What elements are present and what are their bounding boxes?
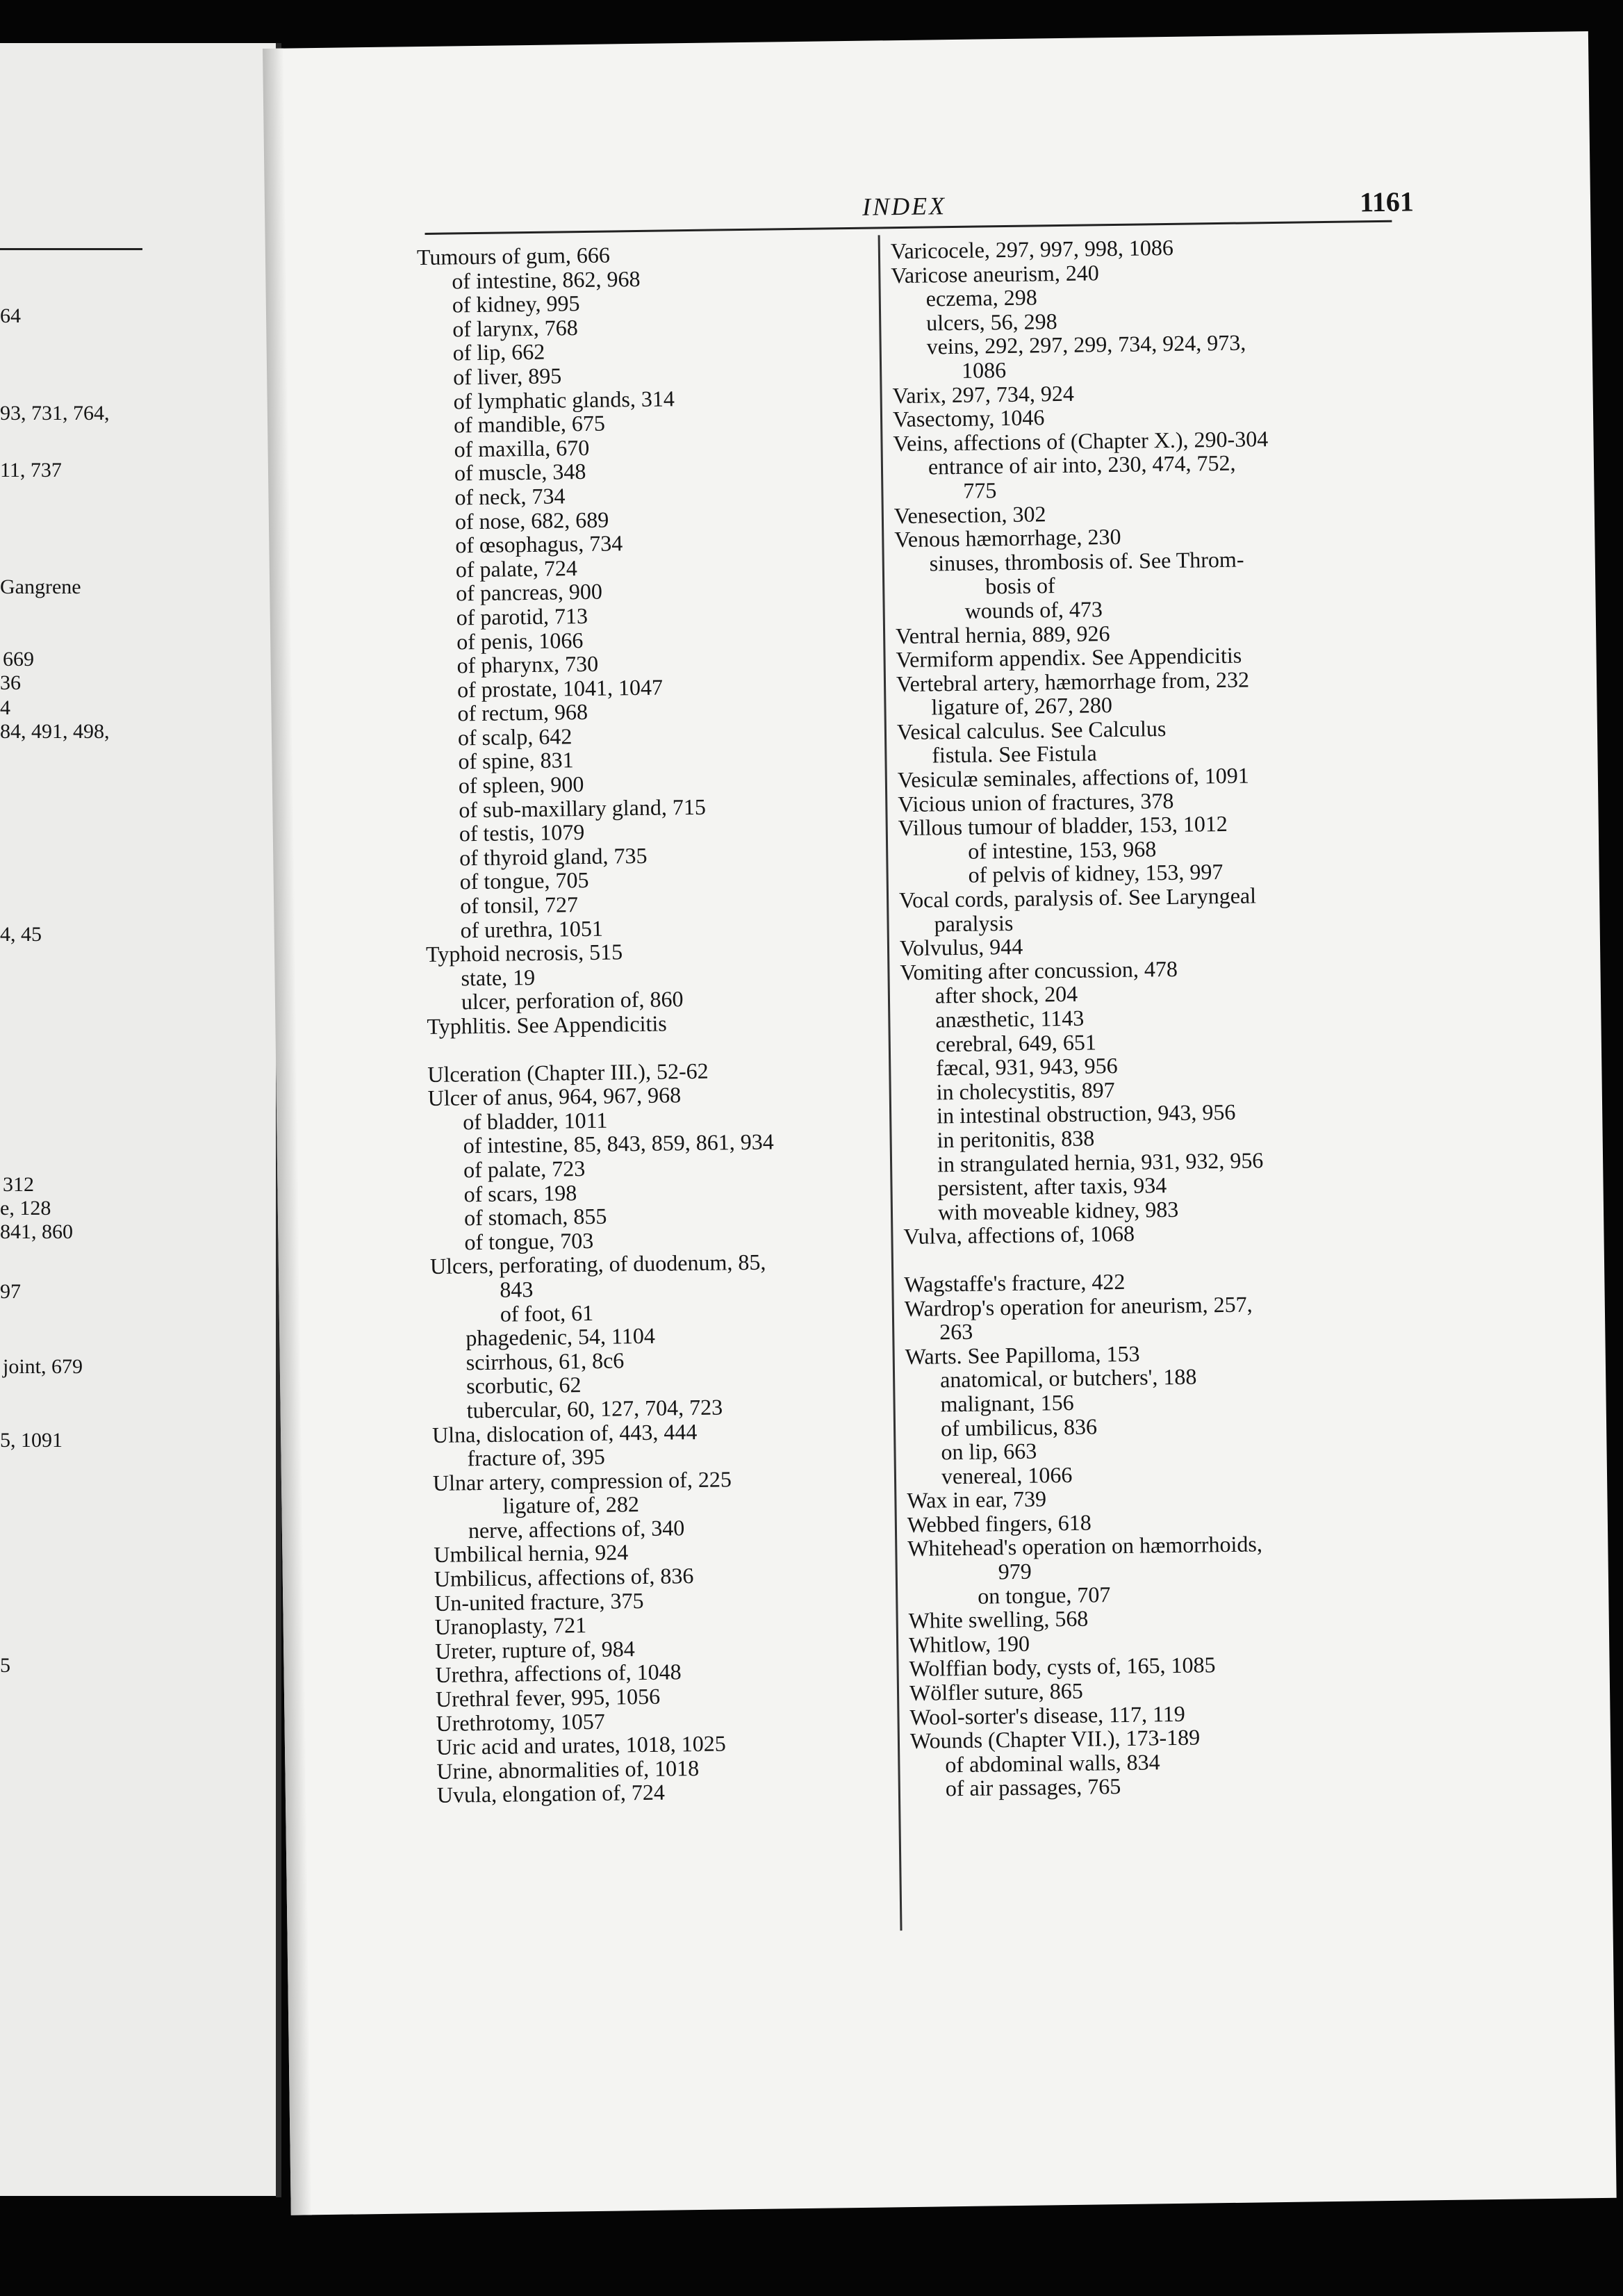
right-page [263,31,1617,2215]
index-subentry: cerebral, 649, 651 [935,1029,1097,1057]
left-page-fragment: Gangrene [0,575,81,598]
index-entry: Vocal cords, paralysis of. See Laryngeal [898,883,1257,913]
index-column-right [891,233,1411,1801]
index-subentry: of tongue, 705 [459,867,589,894]
index-entry: Ulnar artery, compression of, 225 [432,1466,732,1495]
left-page-fragment: 312 [3,1173,34,1196]
index-subentry: of liver, 895 [452,363,562,390]
index-entry: Vertebral artery, hæmorrhage from, 232 [896,666,1250,696]
index-subentry: 843 [500,1276,534,1302]
index-subentry: of prostate, 1041, 1047 [456,674,664,703]
index-subentry: of testis, 1079 [459,819,585,846]
index-subentry: of foot, 61 [500,1299,594,1327]
index-subentry: anæsthetic, 1143 [935,1005,1085,1033]
index-column-left [417,240,882,1807]
index-subentry: of stomach, 855 [463,1203,607,1231]
left-page-fragment: 841, 860 [0,1220,73,1243]
left-page-fragment: 5 [0,1654,10,1677]
index-subentry: of palate, 723 [463,1156,586,1183]
index-entry: Whitehead's operation on hæmorrhoids, [907,1531,1263,1561]
index-entry: Vasectomy, 1046 [892,404,1045,432]
index-subentry: of spleen, 900 [458,771,584,798]
index-subentry: of mandible, 675 [453,410,606,438]
index-subentry: of neck, 734 [454,483,566,510]
left-page-fragment: 84, 491, 498, [0,720,110,743]
index-subentry: of œsophagus, 734 [455,530,623,558]
index-subentry: of scars, 198 [463,1179,577,1206]
index-subentry: scorbutic, 62 [466,1372,582,1399]
index-entry: Vesiculæ seminales, affections of, 1091 [897,762,1250,793]
index-subentry: tubercular, 60, 127, 704, 723 [466,1394,723,1423]
index-entry: Vermiform appendix. See Appendicitis [896,642,1242,673]
index-subentry: of pelvis of kidney, 153, 997 [968,859,1224,888]
index-subentry: malignant, 156 [940,1389,1074,1417]
index-subentry: 263 [939,1318,973,1345]
index-entry: Uranoplasty, 721 [434,1612,587,1640]
index-subentry: of rectum, 968 [457,699,588,726]
index-subentry: of muscle, 348 [454,459,586,486]
left-page-fragment: 36 [0,671,21,694]
index-subentry: veins, 292, 297, 299, 734, 924, 973, [926,329,1246,359]
index-entry: Volvulus, 944 [899,934,1023,961]
index-subentry: eczema, 298 [925,284,1037,311]
index-subentry: of air passages, 765 [945,1773,1121,1801]
index-subentry: in intestinal obstruction, 943, 956 [936,1099,1236,1129]
left-page-fragment: e, 128 [0,1197,51,1220]
left-page-fragment: joint, 679 [3,1355,83,1378]
index-entry: Uric acid and urates, 1018, 1025 [436,1730,726,1760]
index-entry: Ulcers, perforating, of duodenum, 85, [429,1249,766,1279]
index-entry: Un-united fracture, 375 [434,1587,644,1616]
index-entry: Urethral fever, 995, 1056 [435,1683,661,1712]
index-subentry: anatomical, or butchers', 188 [939,1363,1197,1393]
index-subentry: of pharynx, 730 [456,650,599,678]
index-subentry: of intestine, 153, 968 [967,836,1157,864]
index-subentry: bosis of [984,573,1055,599]
index-entry: Wounds (Chapter VII.), 173-189 [909,1724,1201,1754]
index-entry: Ventral hernia, 889, 926 [895,620,1110,648]
left-page-rule [0,248,142,250]
index-subentry: of nose, 682, 689 [454,507,609,534]
index-subentry: of urethra, 1051 [460,915,604,943]
index-entry: Vulva, affections of, 1068 [903,1221,1135,1249]
index-entry: Ureter, rupture of, 984 [434,1636,635,1664]
index-subentry: ligature of, 282 [502,1491,640,1518]
index-entry: Venesection, 302 [893,500,1046,528]
index-subentry: in peritonitis, 838 [937,1125,1095,1153]
index-subentry: ulcer, perforation of, 860 [461,986,684,1015]
index-entry: Typhoid necrosis, 515 [425,939,623,967]
index-subentry: of abdominal walls, 834 [945,1749,1160,1778]
index-subentry: sinuses, thrombosis of. See Throm- [929,546,1244,576]
index-subentry: phagedenic, 54, 1104 [466,1322,656,1351]
index-entry: Varix, 297, 734, 924 [892,380,1075,408]
index-subentry: of kidney, 995 [452,290,580,318]
left-page-fragment: 4, 45 [0,923,42,946]
index-subentry: of umbilicus, 836 [940,1413,1098,1441]
index-entry: Wax in ear, 739 [907,1486,1047,1514]
index-subentry: of parotid, 713 [456,602,588,630]
index-entry: Ulcer of anus, 964, 967, 968 [427,1082,682,1111]
index-subentry: of scalp, 642 [457,723,572,751]
index-entry: Typhlitis. See Appendicitis [427,1010,667,1040]
index-subentry: with moveable kidney, 983 [937,1196,1179,1225]
index-entry: Varicocele, 297, 997, 998, 1086 [890,234,1174,264]
index-entry: Wardrop's operation for aneurism, 257, [904,1291,1253,1321]
index-subentry: fracture of, 395 [467,1443,605,1471]
index-entry: Umbilical hernia, 924 [434,1539,629,1568]
index-entry: Urine, abnormalities of, 1018 [436,1755,700,1784]
index-entry: Varicose aneurism, 240 [891,259,1100,288]
index-entry: Wölfler suture, 865 [909,1678,1083,1706]
index-subentry: of tongue, 703 [464,1227,594,1255]
index-entry: Uvula, elongation of, 724 [436,1780,666,1808]
index-entry: Vomiting after concussion, 478 [900,956,1178,985]
index-entry: Urethra, affections of, 1048 [435,1659,682,1688]
left-page-fragment: 64 [0,304,21,327]
index-entry: Ulceration (Chapter III.), 52-62 [427,1058,709,1087]
index-subentry: 775 [963,477,997,503]
index-subentry: 1086 [961,357,1007,383]
left-page-fragment: 93, 731, 764, [0,402,110,425]
index-entry: Wool-sorter's disease, 117, 119 [909,1700,1186,1730]
index-entry: Venous hæmorrhage, 230 [894,524,1121,552]
index-subentry: of lip, 662 [452,339,545,366]
index-entry: Tumours of gum, 666 [416,242,611,270]
index-subentry: scirrhous, 61, 8c6 [466,1347,625,1375]
index-subentry: persistent, after taxis, 934 [937,1172,1167,1201]
index-entry: Webbed fingers, 618 [907,1509,1091,1537]
index-entry: Vesical calculus. See Calculus [896,715,1167,745]
index-subentry: venereal, 1066 [941,1461,1073,1489]
index-subentry: wounds of, 473 [964,596,1103,623]
index-entry: Villous tumour of bladder, 153, 1012 [898,811,1228,841]
index-entry: Urethrotomy, 1057 [436,1708,605,1736]
index-subentry: of intestine, 862, 968 [452,265,641,294]
index-entry: Veins, affections of (Chapter X.), 290-304 [893,425,1269,456]
index-subentry: of pancreas, 900 [456,578,603,606]
index-entry: Ulna, dislocation of, 443, 444 [431,1418,698,1448]
header-rule [425,220,1392,235]
index-subentry: nerve, affections of, 340 [468,1515,685,1543]
index-subentry: entrance of air into, 230, 474, 752, [928,450,1236,479]
index-entry: Whitlow, 190 [908,1630,1030,1657]
index-entry: White swelling, 568 [908,1605,1089,1634]
index-subentry: on tongue, 707 [977,1581,1111,1609]
index-subentry: of larynx, 768 [452,314,578,342]
index-subentry: fæcal, 931, 943, 956 [936,1053,1118,1081]
left-page-fragment: 669 [3,648,34,671]
index-subentry: ulcers, 56, 298 [926,308,1057,336]
index-entry: Wagstaffe's fracture, 422 [904,1268,1126,1297]
index-subentry: of spine, 831 [458,747,574,774]
index-subentry: of intestine, 85, 843, 859, 861, 934 [463,1129,774,1158]
index-subentry: on lip, 663 [941,1438,1037,1465]
index-subentry: of palate, 724 [455,555,578,582]
index-subentry: of maxilla, 670 [454,434,590,462]
index-subentry: of penis, 1066 [456,627,584,654]
index-subentry: of bladder, 1011 [463,1107,608,1135]
index-subentry: state, 19 [461,964,536,991]
left-page-fragment: 5, 1091 [0,1429,63,1452]
index-subentry: paralysis [934,910,1014,937]
index-subentry: in cholecystitis, 897 [936,1076,1115,1105]
index-subentry: of sub-maxillary gland, 715 [459,794,707,823]
index-entry: Vicious union of fractures, 378 [898,787,1174,817]
index-subentry: 979 [998,1558,1032,1584]
page-number: 1161 [1359,186,1415,218]
index-subentry: of lymphatic glands, 314 [453,385,675,414]
left-page [0,43,277,2196]
index-subentry: ligature of, 267, 280 [931,692,1113,720]
running-header: INDEX [862,192,947,221]
index-subentry: of tonsil, 727 [459,892,579,919]
left-page-fragment: 11, 737 [0,459,62,482]
index-subentry: after shock, 204 [934,981,1078,1008]
index-entry: Umbilicus, affections of, 836 [434,1563,694,1592]
index-subentry: in strangulated hernia, 931, 932, 956 [937,1147,1264,1176]
index-subentry: of thyroid gland, 735 [459,842,648,871]
index-entry: Warts. See Papilloma, 153 [905,1340,1140,1369]
index-entry: Wolffian body, cysts of, 165, 1085 [909,1652,1216,1682]
left-page-fragment: 97 [0,1280,21,1303]
left-page-fragment: 4 [0,696,10,719]
index-subentry: fistula. See Fistula [932,740,1097,768]
